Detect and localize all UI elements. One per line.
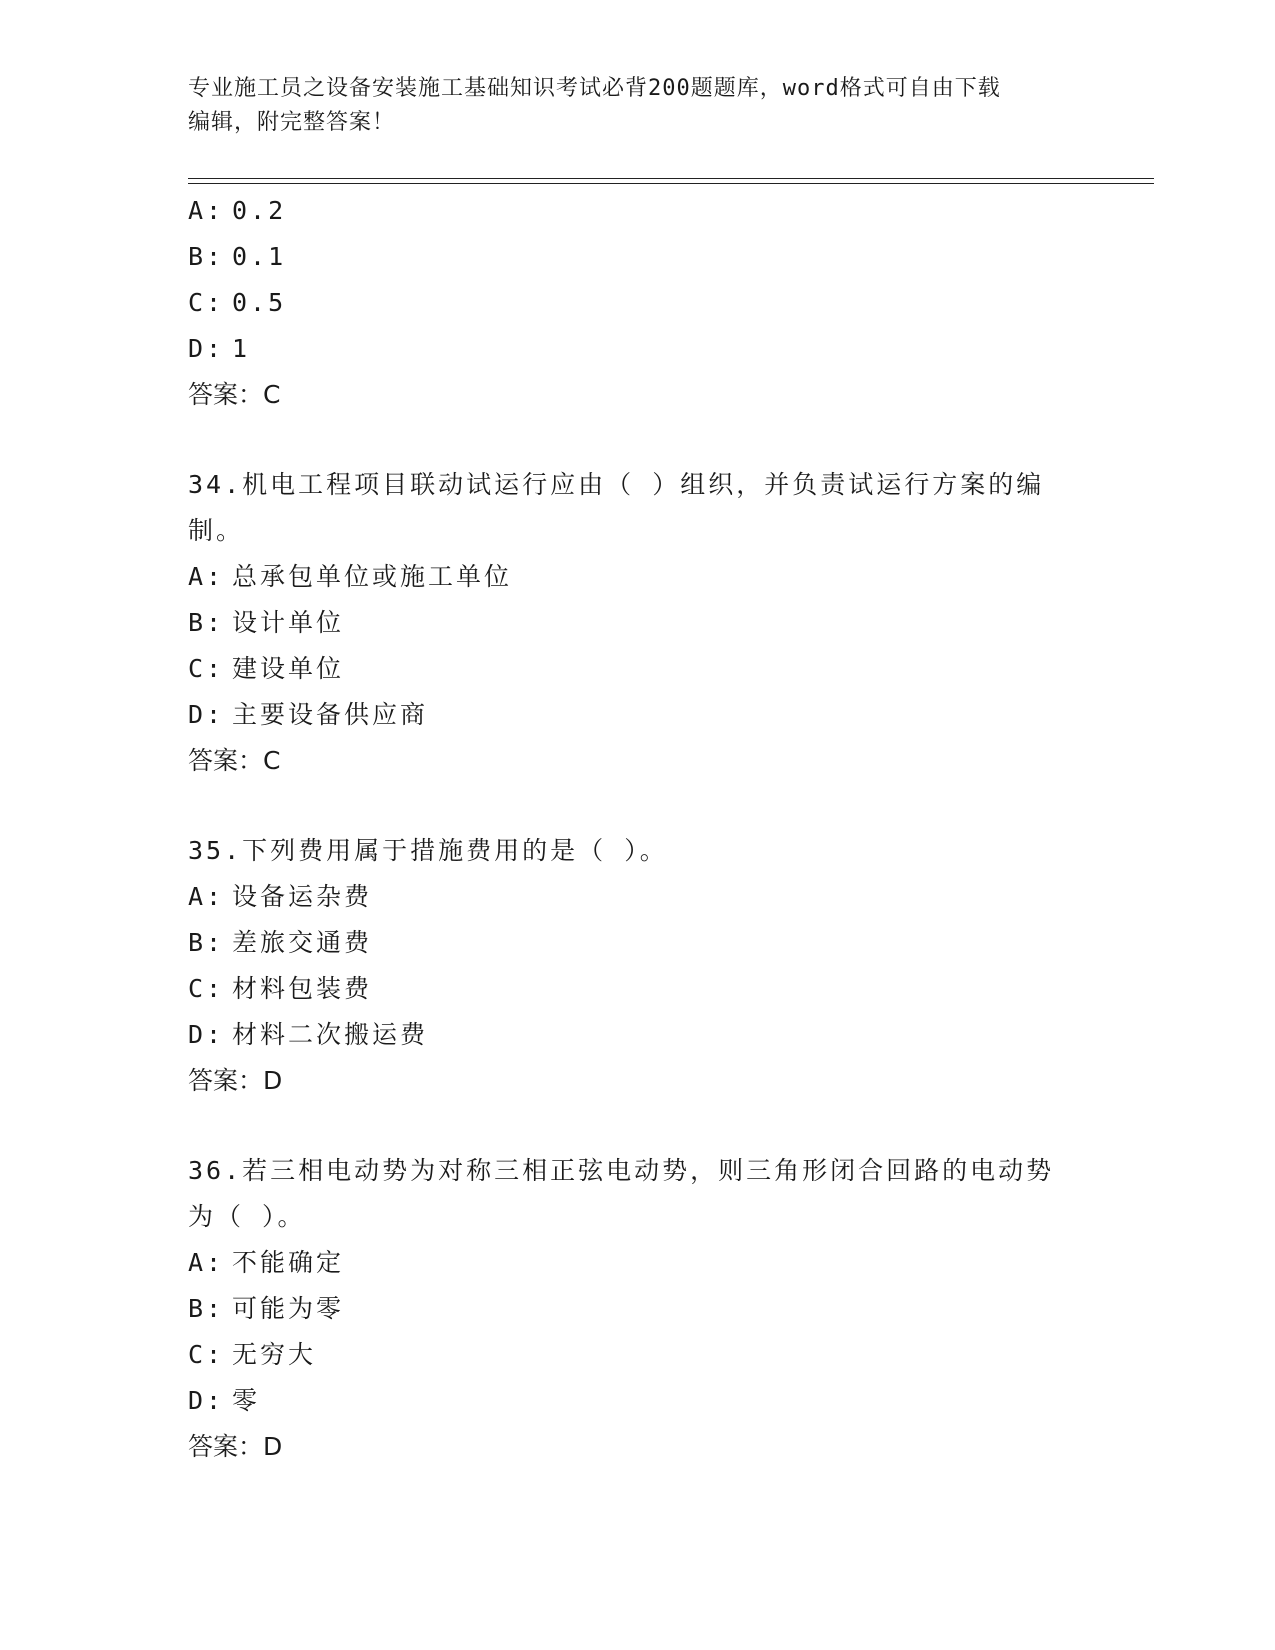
option-a: A: 0.2 [188,196,287,225]
option-c: C: 建设单位 [188,654,345,683]
option-b: B: 差旅交通费 [188,928,373,957]
stem-line-2: 为（ ）。 [188,1202,306,1231]
question-36 [188,1148,1088,1470]
answer-line: 答案：C [188,746,281,775]
option-c: C: 0.5 [188,288,287,317]
question-stem [188,828,1068,874]
stem-line-1: 34.机电工程项目联动试运行应由（ ）组织，并负责试运行方案的编 [188,470,1045,499]
option-a: A: 设备运杂费 [188,882,373,911]
answer-line: 答案：D [188,1432,283,1461]
option-b: B: 0.1 [188,242,287,271]
option-a: A: 不能确定 [188,1248,345,1277]
header-line-2: 编辑，附完整答案！ [188,110,396,135]
question-33 [188,188,1088,418]
stem-line-1: 35.下列费用属于措施费用的是（ ）。 [188,836,668,865]
header-line-1: 专业施工员之设备安装施工基础知识考试必背200题题库，word格式可自由下载 [188,76,1001,101]
question-stem [188,1148,1068,1240]
answer-line: 答案：D [188,1066,283,1095]
question-list [188,188,1088,1470]
stem-line-1: 36.若三相电动势为对称三相正弦电动势，则三角形闭合回路的电动势 [188,1156,1055,1185]
stem-line-2: 制。 [188,516,245,545]
option-b: B: 可能为零 [188,1294,345,1323]
option-d: D: 主要设备供应商 [188,700,429,729]
option-d: D: 1 [188,334,251,363]
answer-line: 答案：C [188,380,281,409]
page-header [188,72,1088,140]
question-34 [188,462,1088,784]
header-rule-bottom [188,183,1154,184]
header-rule-top [188,178,1154,179]
option-c: C: 材料包装费 [188,974,373,1003]
option-b: B: 设计单位 [188,608,345,637]
option-c: C: 无穷大 [188,1340,317,1369]
question-stem [188,462,1068,554]
option-d: D: 材料二次搬运费 [188,1020,429,1049]
option-d: D: 零 [188,1386,261,1415]
option-a: A: 总承包单位或施工单位 [188,562,513,591]
question-35 [188,828,1088,1104]
